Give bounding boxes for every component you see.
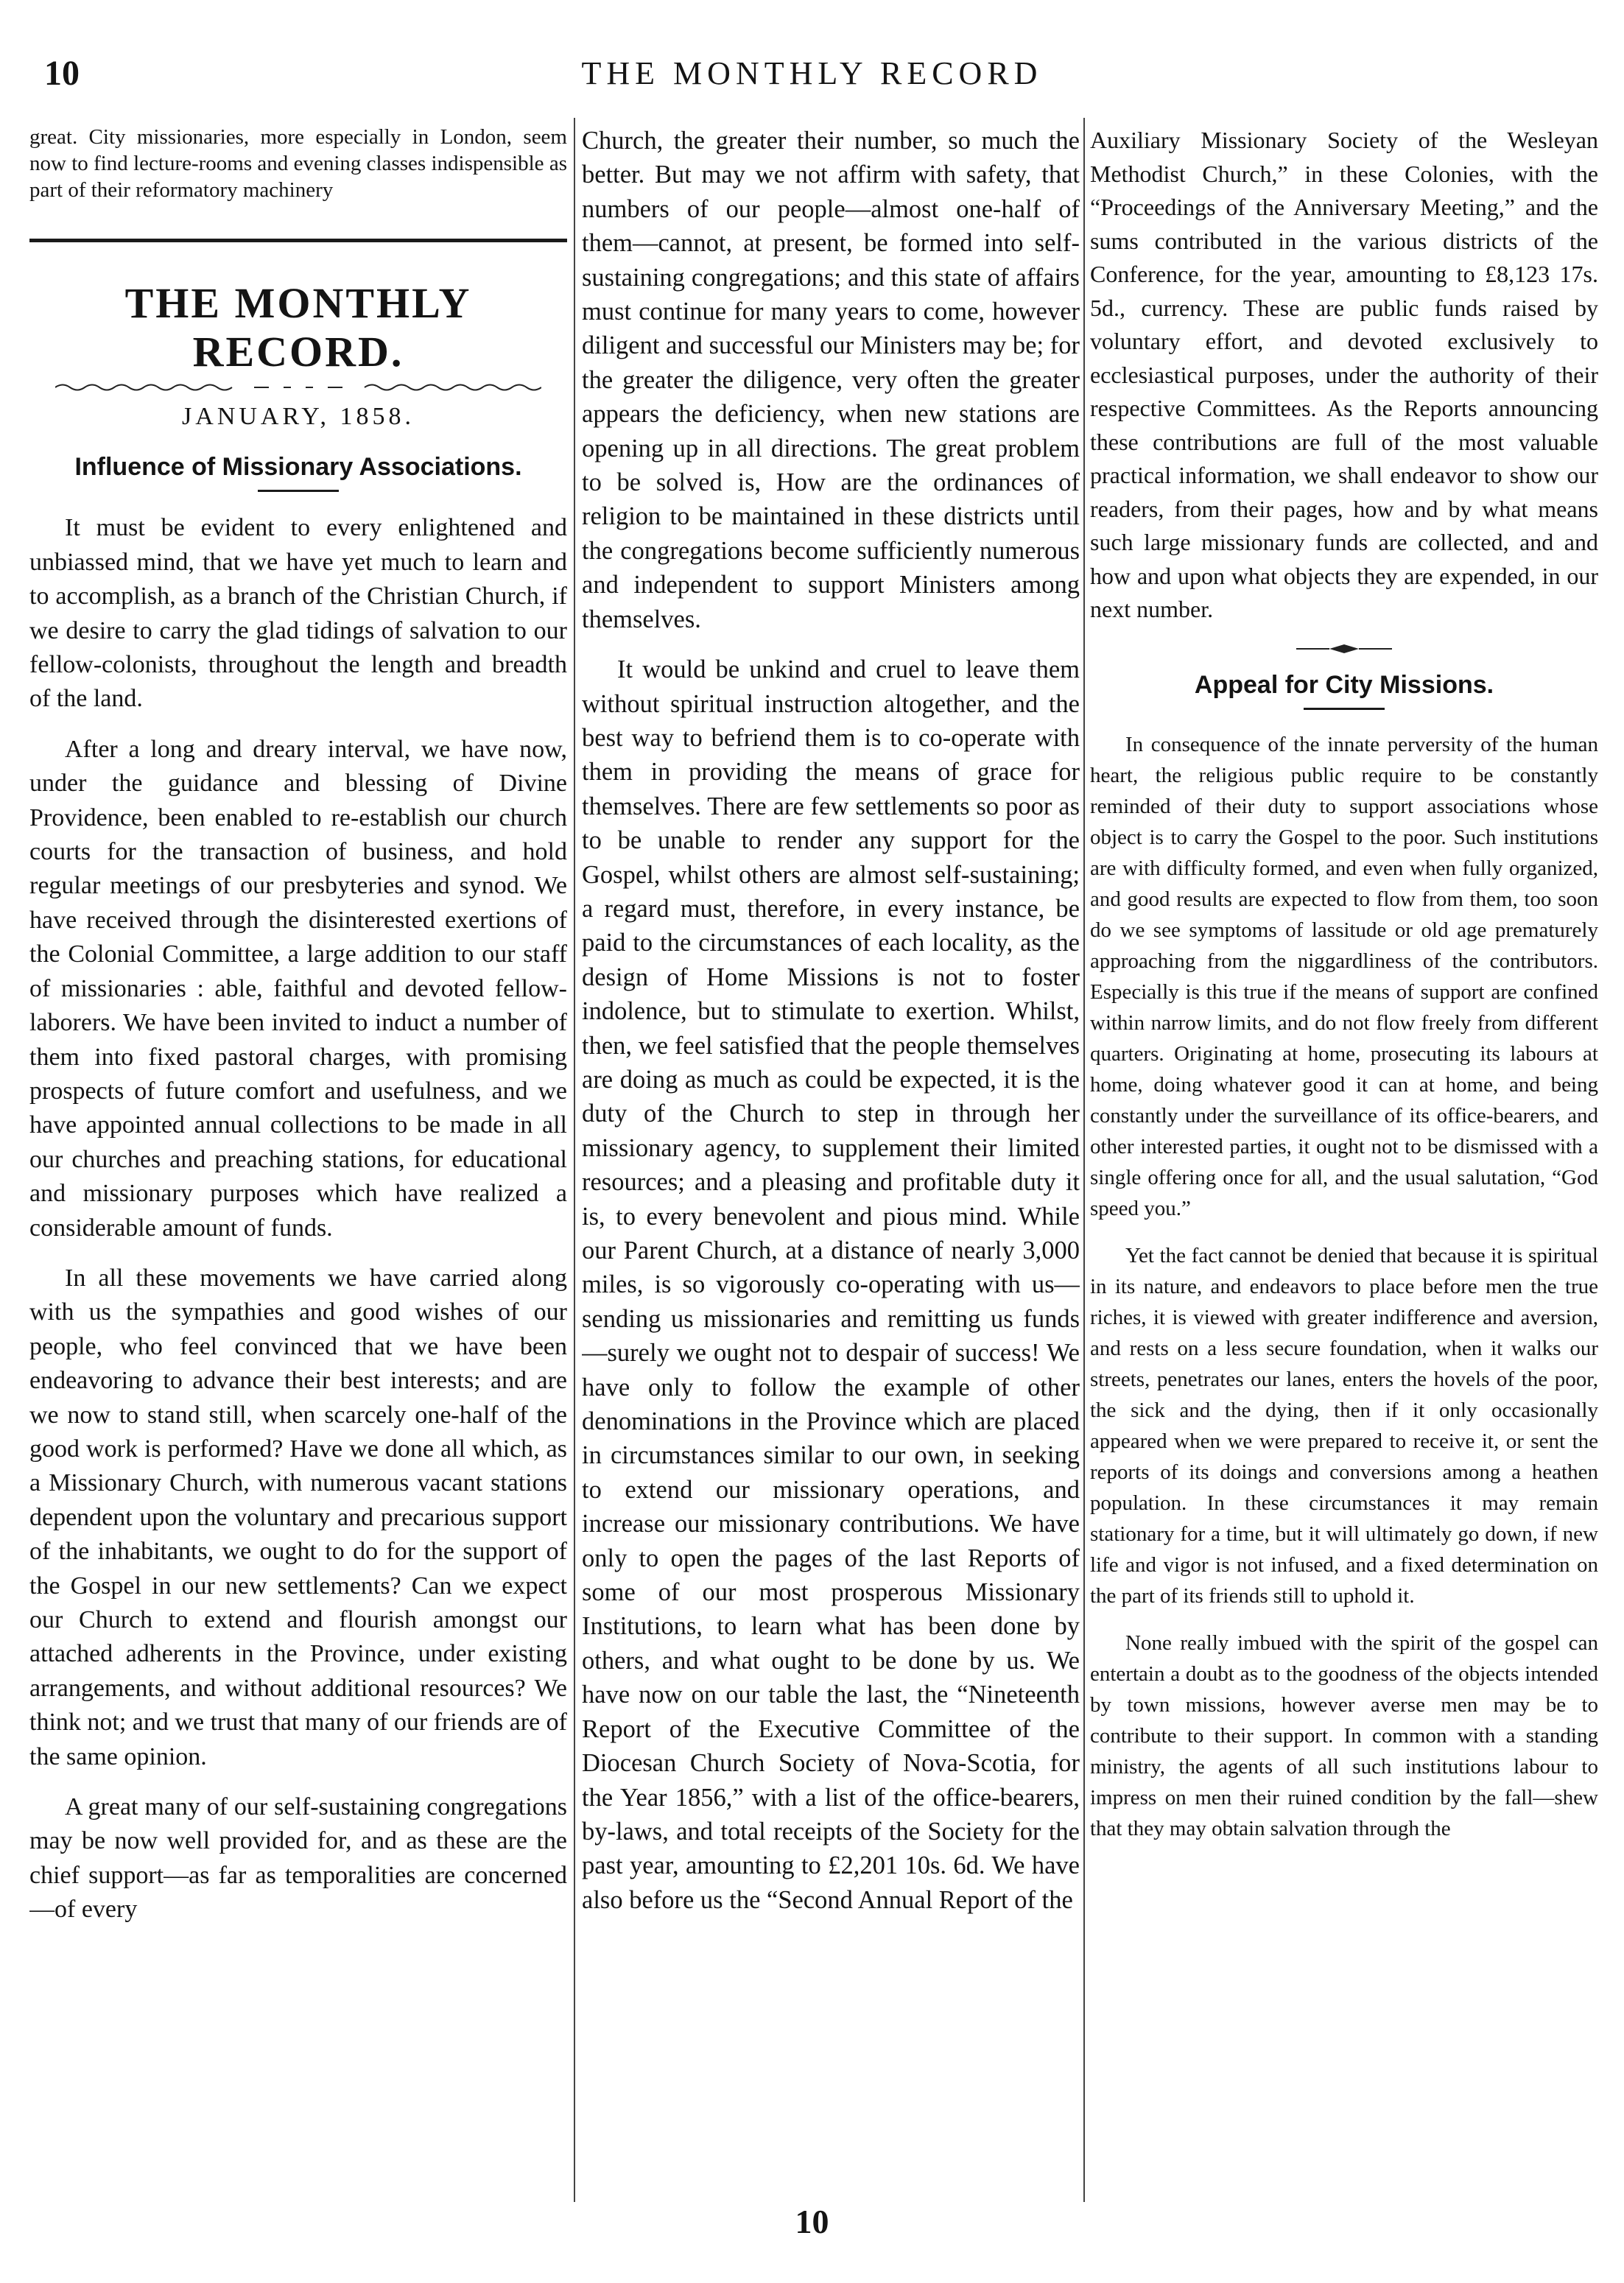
paragraph: After a long and dreary interval, we have now, under the guidance and blessing of Divine Providence, been enabled to re-establish our church courts for the transaction of business, and hold regular meetings of our presbyteries and synod. We have received through the disinterested exertions of the Colonial Committee, a large addition to our staff of missionaries : able, faithful and devoted fellow-laborers. We have been invited to induct a number of them into fixed pastoral charges, with promising prospects of future comfort and usefulness, and we have appointed annual collections to be made in all our churches and preaching stations, for educational and missionary purposes which have realized a considerable amount of funds. — [29, 735, 567, 1242]
column-rule-left — [574, 118, 575, 2202]
right-column — [1090, 124, 1598, 2201]
paragraph: In all these movements we have carried along with us the sympathies and good wishes of our people, who feel convinced that we have been endeavoring to advance their best interests; and are we now to stand still, when scarcely one-half of the good work is performed? Have we done all which, as a Missionary Church, with numerous vacant stations dependent upon the voluntary and precarious support of the inhabitants, we ought to do for the support of the Gospel in our new settlements? Can we expect our Church to extend and flourish amongst our attached adherents in the Province, under existing arrangements, and without additional resources? We think not; and we trust that many of our friends are of the same opinion. — [29, 1264, 567, 1770]
wavy-divider — [55, 382, 541, 393]
page-number-top: 10 — [44, 54, 80, 93]
running-head — [44, 53, 1580, 97]
paragraph: Church, the greater their number, so much the better. But may we not affirm with safety, that numbers of our people—almost one-half of them—cannot, at present, be formed into self-sustaining congregations; and this state of affairs must continue for many years to come, however diligent and successful our Ministers may be; for the greater the diligence, very often the greater appears the deficiency, when new stations are opening up in all directions. The great problem to be solved is, How are the ordinances of religion to be maintained in these districts until the congregations become sufficiently numerous and independent to support Ministers among themselves. — [582, 127, 1080, 633]
heading-rule — [258, 490, 339, 492]
paragraph: It would be unkind and cruel to leave them without spiritual instruction altogether, and the best way to befriend them is to co-operate with them in providing the means of grace for themselves. There are few settlements so poor as to be unable to render any support for the Gospel, whilst others are almost self-sustaining; a regard must, therefore, in every instance, be paid to the circumstances of each locality, as the design of Home Missions is not to foster indolence, but to stimulate to exertion. Whilst, then, we feel satisfied that the people themselves are doing as much as could be expected, it is the duty of the Church to step in through her missionary agency, to supplement their limited resources; and a pleasing and profitable duty it is, to every benevolent and pious mind. While our Parent Church, at a distance of nearly 3,000 miles, is so vigorously co-operating with us—sending us missionaries and remitting us funds—surely we ought not to despair of success! We have only to follow the example of other denominations in the Province which are placed in circumstances similar to our own, in seeking to extend our missionary operations, and increase our missionary contributions. We have only to open the pages of the last Reports of some of our most prosperous Missionary Institutions, to learn what has been done by others, and what ought to be done by us. We have now on our table the last, the “Nineteenth Report of the Executive Committee of the Diocesan Church Society of Nova-Scotia, for the Year 1856,” with a list of the office-bearers, by-laws, and total receipts of the Society for the past year, amounting to £2,201 10s. 6d. We have also before us the “Second Annual Report of the — [582, 655, 1080, 1914]
article-heading-city-missions: Appeal for City Missions. — [1194, 670, 1494, 699]
paragraph: Auxiliary Missionary Society of the Wesleyan Methodist Church,” in these Colonies, with the “Proceedings of the Anniversary Meeting,” and the sums contributed in the various districts of the Conference, for the year, amounting to £8,123 17s. 5d., currency. These are public funds raised by voluntary effort, and devoted exclusively to ecclesiastical purposes, under the authority of their respective Committees. As the Reports announcing these contributions are full of the most valuable practical information, we shall endeavor to show our readers, from their pages, how and by what means such large missionary funds are collected, and and how and upon what objects they are expended, in our next number. — [1090, 127, 1598, 622]
heading-rule — [1304, 708, 1385, 710]
paragraph: A great many of our self-sustaining congregations may be now well provided for, and as these are the chief support—as far as temporalities are concerned—of every — [29, 1793, 567, 1924]
column-rule-right — [1083, 118, 1085, 2202]
ornament-divider — [1289, 643, 1399, 655]
paragraph: In consequence of the innate perversity of the human heart, the religious public require to be constantly reminded of their duty to support associations whose object is to carry the Gospel to the poor. Such institutions are with difficulty formed, and even when fully organized, and good results are expected to flow from them, too soon do we see symptoms of lassitude or old age prematurely approaching from the niggardliness of the contributors. Especially is this true if the means of support are confined within narrow limits, and do not flow freely from different quarters. Originating at home, prosecuting its labours at home, doing whatever good it can at home, and being constantly under the surveillance of its office-bearers, and other interested parties, it ought not to be dismissed with a single offering once for all, and the usual salutation, “God speed you.” — [1090, 732, 1598, 1220]
masthead-top-rule — [29, 239, 567, 242]
masthead-date: JANUARY, 1858. — [182, 403, 415, 430]
paragraph: Yet the fact cannot be denied that because it is spiritual in its nature, and endeavors to place before men the true riches, it is viewed with greater indifference and aversion, and rests on a less secure foundation, when it walks our streets, penetrates our lanes, enters the hovels of the poor, the sick and the dying, then if it only occasionally appeared when we were prepared to receive it, or sent the reports of its doings and conversions among a heathen population. In these circumstances it may remain stationary for a time, but it will ultimately go down, if new life and vigor is not infused, and a fixed determination on the part of its friends still to uphold it. — [1090, 1243, 1598, 1608]
article-heading-missionary-associations: Influence of Missionary Associations. — [74, 453, 522, 482]
journal-name: THE MONTHLY RECORD — [581, 55, 1043, 91]
masthead — [29, 239, 567, 434]
continued-text: great. City missionaries, more especially in London, seem now to find lecture-rooms and evening classes indispensible as part of their reformatory machinery — [29, 125, 567, 202]
middle-column — [582, 124, 1080, 2201]
masthead-title: THE MONTHLY RECORD. — [124, 279, 472, 376]
page-number-bottom: 10 — [795, 2203, 829, 2240]
left-column — [29, 124, 567, 2201]
paragraph: None really imbued with the spirit of the gospel can entertain a doubt as to the goodness of the objects intended by town missions, however averse men may be to contribute to their support. In common with a standing ministry, the agents of all such institutions labour to impress on men their ruined condition by the fall—shew that they may obtain salvation through the — [1090, 1631, 1598, 1840]
paragraph: It must be evident to every enlightened and unbiassed mind, that we have yet much to learn and to accomplish, as a branch of the Christian Church, if we desire to carry the glad tidings of salvation to our fellow-colonists, throughout the length and breadth of the land. — [29, 514, 567, 713]
